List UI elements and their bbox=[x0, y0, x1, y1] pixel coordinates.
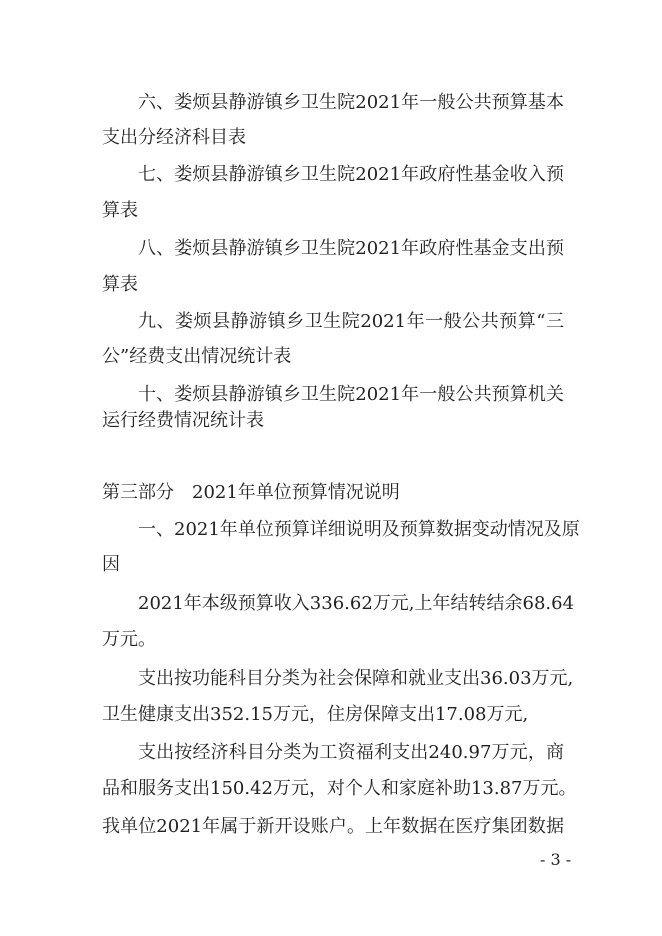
sub-heading-line1: 一、2021年单位预算详细说明及预算数据变动情况及原 bbox=[138, 519, 580, 540]
list-item-9-line1: 九、娄烦县静游镇乡卫生院2021年一般公共预算“三 bbox=[138, 311, 564, 332]
paragraph-function-line2: 卫生健康支出352.15万元，住房保障支出17.08万元, bbox=[102, 704, 529, 725]
paragraph-function-line1: 支出按功能科目分类为社会保障和就业支出36.03万元, bbox=[138, 668, 574, 689]
list-item-9-line2: 公”经费支出情况统计表 bbox=[102, 346, 292, 367]
paragraph-income-line1: 2021年本级预算收入336.62万元,上年结转结余68.64 bbox=[138, 593, 575, 614]
list-item-7-line1: 七、娄烦县静游镇乡卫生院2021年政府性基金收入预 bbox=[138, 164, 564, 185]
paragraph-economic-line1: 支出按经济科目分类为工资福利支出240.97万元，商 bbox=[138, 742, 564, 763]
paragraph-economic-line2: 品和服务支出150.42万元，对个人和家庭补助13.87万元。 bbox=[102, 778, 577, 799]
list-item-10-line2: 运行经费情况统计表 bbox=[102, 410, 264, 431]
page-number: - 3 - bbox=[540, 850, 572, 869]
section-heading: 第三部分 2021年单位预算情况说明 bbox=[102, 482, 400, 503]
list-item-10-line1: 十、娄烦县静游镇乡卫生院2021年一般公共预算机关 bbox=[138, 384, 564, 405]
list-item-6-line2: 支出分经济科目表 bbox=[102, 127, 246, 148]
sub-heading-line2: 因 bbox=[102, 554, 120, 575]
list-item-8-line2: 算表 bbox=[102, 274, 138, 295]
paragraph-income-line2: 万元。 bbox=[102, 629, 156, 650]
list-item-6-line1: 六、娄烦县静游镇乡卫生院2021年一般公共预算基本 bbox=[138, 92, 564, 113]
list-item-7-line2: 算表 bbox=[102, 200, 138, 221]
paragraph-economic-line3: 我单位2021年属于新开设账户。上年数据在医疗集团数据 bbox=[102, 816, 564, 837]
list-item-8-line1: 八、娄烦县静游镇乡卫生院2021年政府性基金支出预 bbox=[138, 238, 564, 259]
